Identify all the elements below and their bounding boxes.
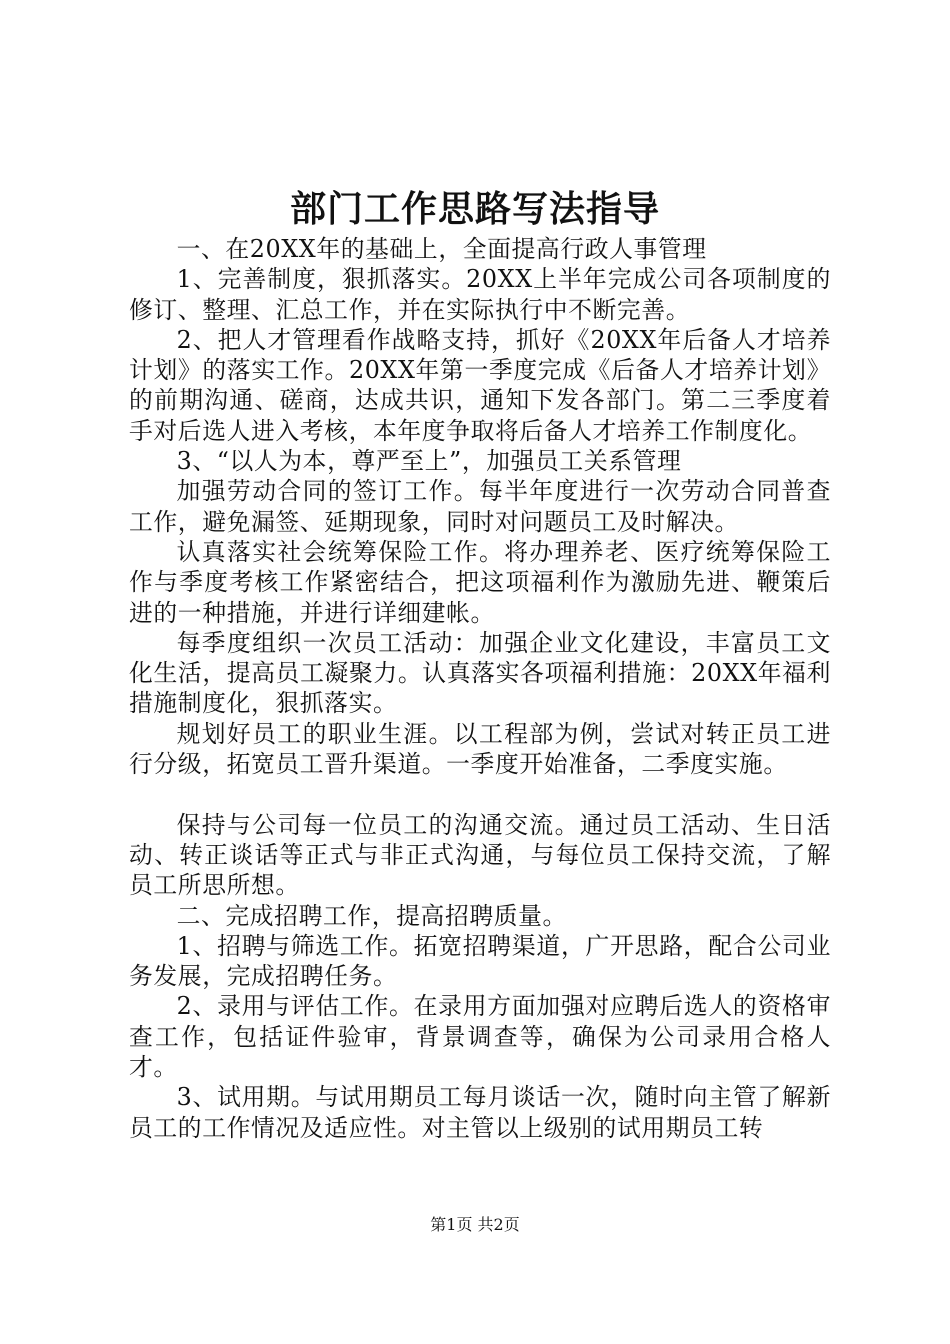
paragraph-social-insurance: 认真落实社会统筹保险工作。将办理养老、医疗统筹保险工作与季度考核工作紧密结合，把这项福利作为激励先进、鞭策后进的一种措施，并进行详细建帐。 xyxy=(129,537,831,627)
paragraph-recruit-3: 3、试用期。与试用期员工每月谈话一次，随时向主管了解新员工的工作情况及适应性。对主管以上级别的试用期员工转 xyxy=(129,1083,831,1142)
document-body xyxy=(129,234,831,1143)
paragraph-career-planning: 规划好员工的职业生涯。以工程部为例，尝试对转正员工进行分级，拓宽员工晋升渠道。一季度开始准备，二季度实施。 xyxy=(129,719,831,779)
paragraph-recruit-1: 1、招聘与筛选工作。拓宽招聘渠道，广开思路，配合公司业务发展，完成招聘任务。 xyxy=(129,931,831,991)
paragraph-item-1: 1、完善制度，狠抓落实。20XX上半年完成公司各项制度的修订、整理、汇总工作，并在实际执行中不断完善。 xyxy=(129,265,831,324)
paragraph-communication: 保持与公司每一位员工的沟通交流。通过员工活动、生日活动、转正谈话等正式与非正式沟通，与每位员工保持交流，了解员工所思所想。 xyxy=(129,810,831,900)
paragraph-section-2-heading: 二、完成招聘工作，提高招聘质量。 xyxy=(176,901,567,930)
paragraph-item-3: 3、“以人为本，尊严至上”，加强员工关系管理 xyxy=(176,447,682,476)
paragraph-spacer xyxy=(129,779,831,809)
paragraph-labor-contract: 加强劳动合同的签订工作。每半年度进行一次劳动合同普查工作，避免漏签、延期现象，同时对问题员工及时解决。 xyxy=(129,477,831,536)
paragraph-recruit-2: 2、录用与评估工作。在录用方面加强对应聘后选人的资格审查工作，包括证件验审，背景调查等，确保为公司录用合格人才。 xyxy=(129,992,831,1082)
page-number-footer: 第1页 共2页 xyxy=(430,1215,520,1234)
paragraph-staff-activity: 每季度组织一次员工活动：加强企业文化建设，丰富员工文化生活，提高员工凝聚力。认真落实各项福利措施：20XX年福利措施制度化，狠抓落实。 xyxy=(129,628,831,718)
paragraph-item-2: 2、把人才管理看作战略支持，抓好《20XX年后备人才培养计划》的落实工作。20XX年第一季度完成《后备人才培养计划》的前期沟通、磋商，达成共识，通知下发各部门。第二三季度着手对后选人进入考核，本年度争取将后备人才培养工作制度化。 xyxy=(129,325,831,445)
document-title: 部门工作思路写法指导 xyxy=(289,188,660,230)
paragraph-section-1-heading: 一、在20XX年的基础上，全面提高行政人事管理 xyxy=(176,235,707,263)
